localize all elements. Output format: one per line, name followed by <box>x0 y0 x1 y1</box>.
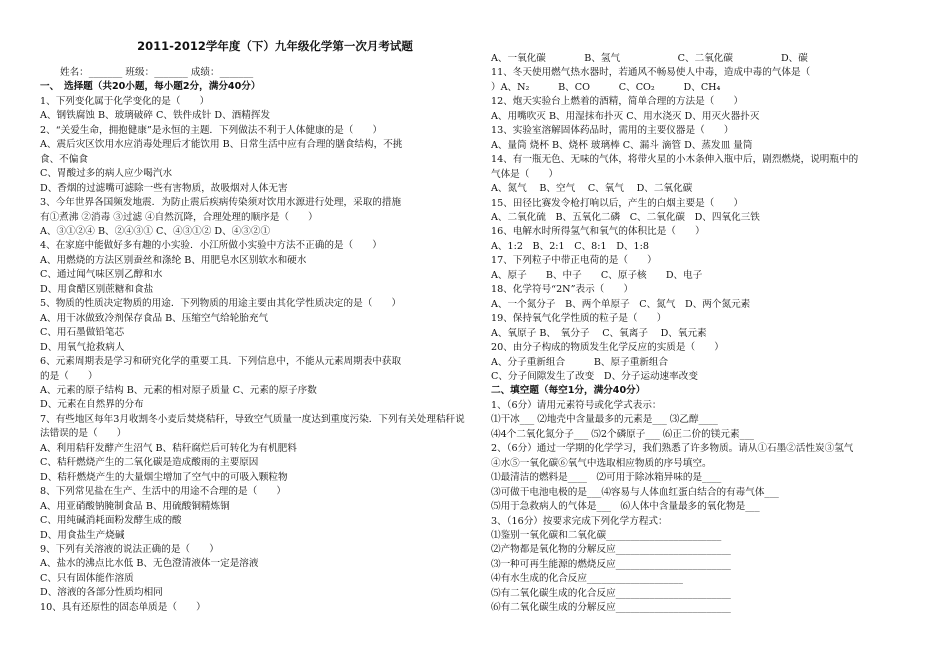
left-column-line: A、用亚硝酸钠腌制食品 B、用硫酸铜精炼铜 <box>40 500 230 512</box>
right-column-line: ⑸有二氧化碳生成的化合反应________________________ <box>491 587 731 599</box>
left-column-line: C、秸秆燃烧产生的二氧化碳是造成酸雨的主要原因 <box>40 457 259 469</box>
right-column-line: ⑶可做干电池电极的是___⑷容易与人体血红蛋白结合的有毒气体___ <box>491 486 779 498</box>
left-column-line: A、用燃烧的方法区别蚕丝和涤纶 B、用肥皂水区别软水和硬水 <box>40 254 307 266</box>
left-column-line: D、溶液的各部分性质均相同 <box>40 587 163 599</box>
right-column-line: A、原子 B、中子 C、原子核 D、电子 <box>491 269 703 281</box>
right-column-line: ⑴鉴别一氧化碳和二氧化碳________________________ <box>491 529 722 541</box>
right-column <box>491 52 916 616</box>
left-column-line: D、用食盐生产烧碱 <box>40 529 125 541</box>
left-column-line: A、钢铁腐蚀 B、玻璃破碎 C、铁件成针 D、酒精挥发 <box>40 110 271 122</box>
right-column-line: 13、实验室溶解固体药品时，需用的主要仪器是（ ） <box>491 125 734 137</box>
left-column-line: C、胃酸过多的病人应少喝汽水 <box>40 168 173 180</box>
right-column-line: ⑸用于急救病人的气体是___ ⑹人体中含量最多的氧化物是___ <box>491 501 760 513</box>
left-column-line: 2、“关爱生命，拥抱健康”是永恒的主题．下列做法不利于人体健康的是（ ） <box>40 124 383 136</box>
exam-title: 2011-2012学年度（下）九年级化学第一次月考试题 <box>137 39 413 53</box>
left-column-line: 一、 选择题（共20小题，每小题2分，满分40分） <box>40 81 261 93</box>
left-column-line: D、用氧气抢救病人 <box>40 341 125 353</box>
right-column-line: ⑶一种可再生能源的燃烧反应________________________ <box>491 558 731 570</box>
left-column-line: C、用纯碱消耗面粉发酵生成的酸 <box>40 515 182 527</box>
left-column-line: 5、物质的性质决定物质的用途．下列物质的用途主要由其化学性质决定的是（ ） <box>40 298 402 310</box>
left-column-line: A、元素的原子结构 B、元素的相对原子质量 C、元素的原子序数 <box>40 384 317 396</box>
right-column-line: 14、有一瓶无色、无味的气体，将带火星的小木条伸入瓶中后，剧烈燃烧，说明瓶中的 <box>491 154 859 166</box>
left-column-line: 有①煮沸 ②消毒 ③过滤 ④自然沉降，合理处理的顺序是（ ） <box>40 211 318 223</box>
left-column-line: 1、下列变化属于化学变化的是（ ） <box>40 95 210 107</box>
right-column-line: ⑵产物都是氧化物的分解反应________________________ <box>491 544 731 556</box>
right-column-line: ）A、N₂ B、CO C、CO₂ D、CH₄ <box>491 81 721 93</box>
right-column-line: ④水⑤一氧化碳⑥氧气中选取相应物质的序号填空。 <box>491 457 712 469</box>
right-column-line: 15、田径比赛发令枪打响以后，产生的白烟主要是（ ） <box>491 197 744 209</box>
right-column-line: 2、（6分）通过一学期的化学学习，我们熟悉了许多物质。请从①石墨②活性炭③氢气 <box>491 443 854 455</box>
right-column-line: 16、电解水时所得氢气和氧气的体积比是（ ） <box>491 226 705 238</box>
left-column-line: A、用干冰做致冷剂保存食品 B、压缩空气给轮胎充气 <box>40 312 269 324</box>
left-column-line: 3、今年世界各国频发地震．为防止震后疾病传染须对饮用水源进行处理，采取的措施 <box>40 197 402 209</box>
left-column-line: 法错误的是（ ） <box>40 428 127 440</box>
right-column-line: 二、填空题（每空1分，满分40分） <box>491 385 646 397</box>
right-column-line: A、用嘴吹灭 B、用湿抹布扑灭 C、用水浇灭 D、用灭火器扑灭 <box>491 110 760 122</box>
left-column-line: C、通过闻气味区别乙醇和水 <box>40 269 163 281</box>
right-column-line: A、1:2 B、2:1 C、8:1 D、1:8 <box>491 240 649 252</box>
left-column-line: D、秸秆燃烧产生的大量烟尘增加了空气中的可吸入颗粒物 <box>40 471 288 483</box>
left-column-line: 10、具有还原性的固态单质是（ ） <box>40 601 206 613</box>
left-column-line: A、③①②④ B、②④③① C、④③①② D、④③②① <box>40 225 271 237</box>
right-column-line: ⑷4个二氧化氮分子___ ⑸2个磷原子___ ⑹正二价的镁元素___ <box>491 428 754 440</box>
right-column-line: 17、下列粒子中带正电荷的是（ ） <box>491 255 657 267</box>
right-column-line: C、分子间隙发生了改变 D、分子运动速率改变 <box>491 370 698 382</box>
student-info: 姓名：_______ 班级：_______ 成绩：_______ <box>60 67 254 78</box>
right-column-line: 11、冬天使用燃气热水器时，若通风不畅易使人中毒，造成中毒的气体是（ <box>491 67 811 79</box>
right-column-line: A、氮气 B、空气 C、氧气 D、二氧化碳 <box>491 183 693 195</box>
right-column-line: 18、化学符号“2N”表示（ ） <box>491 284 634 296</box>
left-column-line: A、震后灾区饮用水应消毒处理后才能饮用 B、日常生活中应有合理的膳食结构，不挑 <box>40 139 403 151</box>
left-column-line: C、只有固体能作溶质 <box>40 572 134 584</box>
left-column-line: 7、有些地区每年3月收割冬小麦后焚烧秸秆，导致空气质量一度达到重度污染．下列有关处理秸秆说 <box>40 413 465 425</box>
right-column-line: 1、（6分）请用元素符号或化学式表示： <box>491 399 662 411</box>
right-column-line: 19、保持氧气化学性质的粒子是（ ） <box>491 313 667 325</box>
right-column-line: A、氧原子 B、 氧分子 C、氧离子 D、氧元素 <box>491 327 707 339</box>
right-column-line: A、一个氮分子 B、两个单原子 C、氮气 D、两个氮元素 <box>491 298 751 310</box>
right-column-line: 3、（16分）按要求完成下列化学方程式： <box>491 515 668 527</box>
left-column-line: C、用石墨做铅笔芯 <box>40 327 125 339</box>
left-column-line: A、利用秸秆发酵产生沼气 B、秸秆腐烂后可转化为有机肥料 <box>40 442 297 454</box>
right-column-line: 20、由分子构成的物质发生化学反应的实质是（ ） <box>491 342 724 354</box>
left-column-line: D、香烟的过滤嘴可滤除一些有害物质，故吸烟对人体无害 <box>40 182 288 194</box>
left-column-line: 食、不偏食 <box>40 153 88 165</box>
left-column-line: 的是（ ） <box>40 370 98 382</box>
right-column-line: 12、炮天实验台上燃着的酒精，简单合理的方法是（ ） <box>491 96 744 108</box>
right-column-line: ⑴最清洁的燃料是____ ⑵可用于除冰箱异味的是____ <box>491 472 722 484</box>
left-column-line: D、元素在自然界的分布 <box>40 399 144 411</box>
left-column-line: 4、在家庭中能做好多有趣的小实验．小江所做小实验中方法不正确的是（ ） <box>40 240 382 252</box>
right-column-line: ⑷有水生成的化合反应____________________ <box>491 573 683 585</box>
left-column-line: 9、下列有关溶液的说法正确的是（ ） <box>40 543 219 555</box>
right-column-line: A、分子重新组合 B、原子重新组合 <box>491 356 669 368</box>
right-column-line: ⑹有二氧化碳生成的分解反应________________________ <box>491 602 731 614</box>
right-column-line: A、二氧化硫 B、五氧化二磷 C、二氧化碳 D、四氧化三铁 <box>491 211 760 223</box>
right-column-line: ⑴干冰___ ⑵地壳中含量最多的元素是___ ⑶乙醇____ <box>491 414 718 426</box>
left-column-line: 6、元素周期表是学习和研究化学的重要工具．下列信息中，不能从元素周期表中获取 <box>40 356 402 368</box>
left-column-line: D、用食醋区别蔗糖和食盐 <box>40 283 154 295</box>
right-column-line: A、一氧化碳 B、氢气 C、二氧化碳 D、碳 <box>491 53 808 64</box>
right-column-line: A、量筒 烧杯 B、烧杯 玻璃棒 C、漏斗 滴管 D、蒸发皿 量筒 <box>491 139 753 151</box>
left-column-line: 8、下列常见盐在生产、生活中的用途不合理的是（ ） <box>40 486 286 498</box>
right-column-line: 气体是（ ） <box>491 168 559 180</box>
left-column-line: A、盐水的沸点比水低 B、无色澄清液体一定是溶液 <box>40 558 259 570</box>
left-column <box>40 52 470 615</box>
